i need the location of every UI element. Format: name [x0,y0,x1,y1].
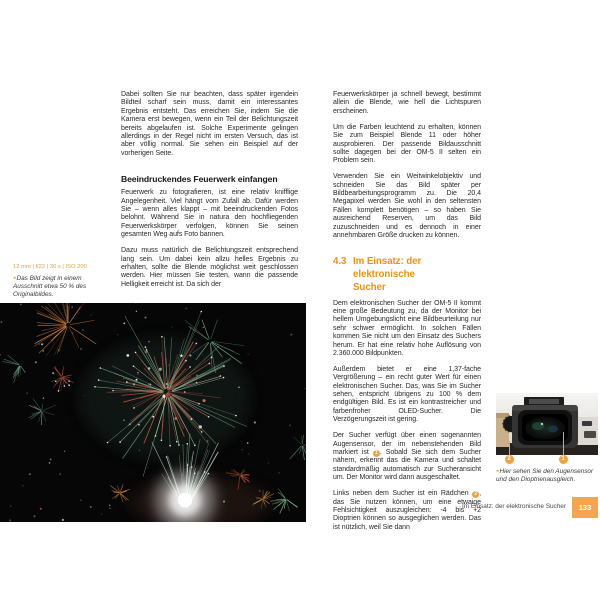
paragraph: Dabei sollten Sie nur beachten, dass später irgendein Bildteil scharf sein muss, damit ein interessantes Ergebnis entsteht. Das erreichen Sie, indem Sie die Kamera erst bewegen, wenn ein Teil der Belichtungszeit bereits abgelaufen ist. Solche Experimente gelingen allerdings in der Regel nicht im ersten Versuch, das ist aber völlig normal. Sie sehen ein Beispiel auf der vorherigen Seite. [121,91,298,157]
paragraph: Um die Farben leuchtend zu erhalten, können Sie zum Beispiel Blende 11 oder höher ausprobieren. Der passende Bildausschnitt sollte dagegen bei der OM-5 II selten ein Problem sein. [333,123,481,165]
figure-marker-1: 1 [559,455,568,464]
caption-arrow-icon: ◂ [496,468,499,474]
fireworks-photo [0,303,306,522]
camera-evf-photo [496,393,598,455]
paragraph: Verwenden Sie ein Weitwinkelobjektiv und schneiden Sie das Bild später per Bildbearbeitungsprogramm zu. Die 20,4 Megapixel werden Sie wohl in den seltensten Fällen komplett benötigen – so haben Sie ausreichend Reserven, um das Bild zuzuschneiden und es dennoch in einer annehmbaren Größe drucken zu können. [333,173,481,240]
paragraph: Außerdem bietet er eine 1,37-fache Vergrößerung – ein recht guter Wert für einen elektronischen Sucher. Das, was Sie im Sucher sehen, entspricht übrigens zu 100 % dem endgültigen Bild. Es ist ein kontrastreicher und farbenfroher OLED-Sucher. Die Verzögerungszeit ist gering. [333,365,481,424]
paragraph: Links neben dem Sucher ist ein Rädchen 2 , das Sie nutzen können, um eine etwaige Fehlsichtigkeit auszugleichen: -4 bis +2 Dioptrien können so ausgeglichen werden. Das ist nützlich, weil Sie dann [333,490,481,531]
paragraph: Dem elektronischen Sucher der OM-5 II kommt eine große Bedeutung zu, da der Monitor bei hellem Umgebungslicht eine Bildbeurteilung nur sehr schwer ermöglicht. In solchen Fällen kommen Sie nicht um den Einsatz des Suchers herum. Er hat eine relativ hohe Auflösung von 2.360.000 Bildpunkten. [333,299,481,357]
page-number-badge: 133 [572,497,598,518]
section-number: 4.3 [333,255,347,267]
fireworks-illustration [0,303,306,522]
figure-marker-line-2 [509,441,510,456]
right-text-column [333,91,481,540]
paragraph: Der Sucher verfügt über einen sogenannten Augensensor, der im nebenstehenden Bild markiert ist 1 . Sobald Sie sich dem Sucher nähern, erkennt das die Kamera und schaltet standardmäßig automatisch zur Sucheransicht um. Der Monitor wird dann ausgeschaltet. [333,432,481,482]
figure-reference-2-icon: 2 [472,491,479,498]
photo-caption [13,264,109,299]
camera-figure-caption: ◂Hier sehen Sie den Augensensor und den Dioptrienausgleich. [496,468,594,483]
left-text-column [121,91,298,297]
section-title: Im Einsatz: der elektronische Sucher [353,255,422,293]
figure-marker-2: 2 [505,455,514,464]
caption-arrow-icon: ◂ [13,275,16,281]
exif-settings: 12 mm | f/22 | 30 s | ISO 200 [13,264,87,270]
running-footer: Im Einsatz: der elektronische Sucher [461,503,566,510]
figure-reference-1-icon: 1 [373,450,380,457]
section-heading: Beeindruckendes Feuerwerk einfangen [121,174,278,185]
camera-evf-illustration [496,393,598,455]
caption-text: ◂Das Bild zeigt in einem Ausschnitt etwa 50 % des Originalbildes. [13,275,87,298]
paragraph: Dazu muss natürlich die Belichtungszeit entsprechend lang sein. Um dabei kein allzu helles Ergebnis zu erhalten, sollte die Blende möglichst weit geschlossen werden. Hier müssen Sie testen, wann die passende Helligkeit erreicht ist. Da sich der [121,247,298,288]
paragraph: Feuerwerk zu fotografieren, ist eine relativ knifflige Angelegenheit. Viel hängt vom Zufall ab. Dafür werden Sie – wenn alles klappt – mit beeindruckenden Fotos belohnt. Während Sie in natura den hochfliegenden Feuerwerkskörper verfolgen, können Sie seinen gesamten Weg aufs Foto bannen. [121,189,298,239]
chapter-section-heading [333,255,481,294]
paragraph: Feuerwerkskörper ja schnell bewegt, bestimmt allein die Blende, wie hell die Lichtspuren erscheinen. [333,91,481,115]
figure-marker-line-1 [563,432,564,456]
